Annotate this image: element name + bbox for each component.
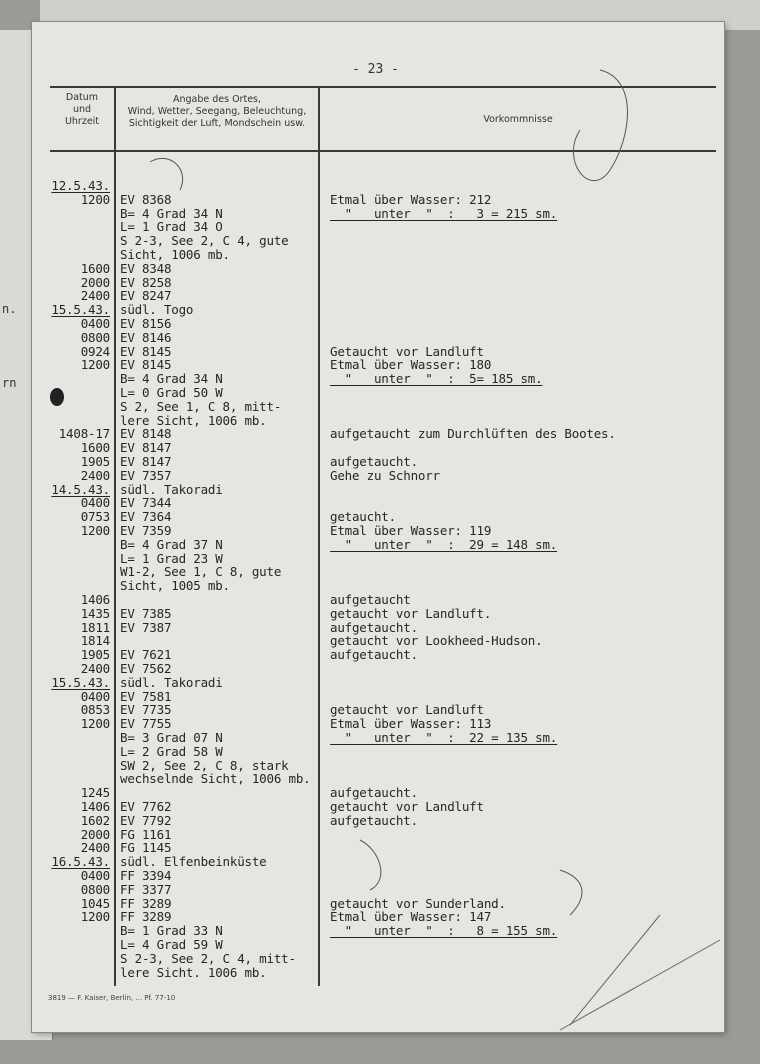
left-fragment: n. [2,302,17,316]
entry-position: B= 4 Grad 34 N [120,371,223,386]
entry-time: 1435 [80,606,110,621]
entry-event: " unter " : 22 = 135 sm. [330,730,558,745]
header-date-column: Datum und Uhrzeit [64,92,100,127]
entry-position: lere Sicht. 1006 mb. [120,965,267,980]
entry-event: aufgetaucht [330,592,411,607]
entry-event: Etmal über Wasser: 147 [330,909,492,924]
entry-time: 1200 [80,716,110,731]
entry-time: 2000 [80,275,110,290]
entry-position: FF 3289 [120,909,172,924]
entry-time: 1406 [80,592,110,607]
left-fragment: rn [2,376,17,390]
entry-event: Etmal über Wasser: 113 [330,716,492,731]
entry-event: getaucht vor Sunderland. [330,896,506,911]
entry-position: W1-2, See 1, C 8, gute [120,564,282,579]
entry-event: Etmal über Wasser: 180 [330,357,492,372]
entry-position: EV 8145 [120,357,172,372]
entry-time: 1245 [80,785,110,800]
entry-position: EV 8348 [120,261,172,276]
entry-position: B= 4 Grad 34 N [120,206,223,221]
entry-position: SW 2, See 2, C 8, stark [120,758,289,773]
entry-time: 0400 [80,868,110,883]
entry-time: 0753 [80,509,110,524]
entry-event: aufgetaucht. [330,785,418,800]
header-bottom-rule [50,150,716,152]
entry-position: L= 2 Grad 58 W [120,744,223,759]
entry-position: EV 7755 [120,716,172,731]
entry-event: Etmal über Wasser: 119 [330,523,492,538]
entry-position: südl. Elfenbeinküste [120,854,267,869]
entry-position: EV 7357 [120,468,172,483]
entry-position: wechselnde Sicht, 1006 mb. [120,771,311,786]
entry-position: EV 8146 [120,330,172,345]
entry-time: 1200 [80,192,110,207]
entry-time: 14.5.43. [51,482,110,497]
entry-position: EV 7344 [120,495,172,510]
entry-time: 0800 [80,330,110,345]
column-divider-2 [318,86,320,986]
entry-time: 0400 [80,316,110,331]
entry-event: aufgetaucht. [330,647,418,662]
entry-time: 0800 [80,882,110,897]
entry-event: " unter " : 29 = 148 sm. [330,537,558,552]
entry-time: 0924 [80,344,110,359]
entry-position: Sicht, 1006 mb. [120,247,230,262]
entry-time: 1905 [80,647,110,662]
entry-position: S 2, See 1, C 8, mitt- [120,399,282,414]
entry-position: FG 1145 [120,840,172,855]
entry-position: B= 4 Grad 37 N [120,537,223,552]
entry-time: 1408-17 [58,426,110,441]
entry-position: B= 1 Grad 33 N [120,923,223,938]
entry-position: lere Sicht, 1006 mb. [120,413,267,428]
entry-event: " unter " : 5= 185 sm. [330,371,543,386]
entry-position: EV 8148 [120,426,172,441]
entry-position: südl. Togo [120,302,194,317]
entry-time: 2400 [80,288,110,303]
column-divider-1 [114,86,116,986]
entry-position: EV 7735 [120,702,172,717]
punch-hole [50,388,64,406]
header-top-rule [50,86,716,88]
entry-position: EV 8258 [120,275,172,290]
entry-position: EV 7762 [120,799,172,814]
print-footer: 3819 — F. Kaiser, Berlin, ... Pf. 77-10 [48,994,176,1002]
entry-time: 2000 [80,827,110,842]
entry-position: südl. Takoradi [120,482,223,497]
entry-time: 1200 [80,523,110,538]
entry-event: Getaucht vor Landluft [330,344,484,359]
entry-time: 1600 [80,261,110,276]
entry-position: EV 8247 [120,288,172,303]
entry-position: L= 1 Grad 23 W [120,551,223,566]
entry-time: 1200 [80,357,110,372]
entry-position: Sicht, 1005 mb. [120,578,230,593]
entry-position: FG 1161 [120,827,172,842]
entry-event: Etmal über Wasser: 212 [330,192,492,207]
entry-position: L= 1 Grad 34 O [120,219,223,234]
entry-time: 15.5.43. [51,302,110,317]
entry-position: FF 3289 [120,896,172,911]
entry-time: 0400 [80,689,110,704]
entry-time: 2400 [80,840,110,855]
entry-position: EV 8368 [120,192,172,207]
entry-event: getaucht vor Landluft [330,799,484,814]
entry-event: getaucht. [330,509,396,524]
entry-position: EV 7364 [120,509,172,524]
entry-position: EV 8156 [120,316,172,331]
entry-position: FF 3394 [120,868,172,883]
entry-position: L= 4 Grad 59 W [120,937,223,952]
entry-position: EV 7359 [120,523,172,538]
header-events-column: Vorkommnisse [483,114,553,125]
entry-time: 15.5.43. [51,675,110,690]
entry-event: aufgetaucht. [330,813,418,828]
entry-position: S 2-3, See 2, C 4, mitt- [120,951,296,966]
entry-position: FF 3377 [120,882,172,897]
entry-event: aufgetaucht. [330,620,418,635]
entry-time: 1406 [80,799,110,814]
entry-time: 1200 [80,909,110,924]
entry-position: EV 7385 [120,606,172,621]
entry-time: 2400 [80,468,110,483]
entry-position: südl. Takoradi [120,675,223,690]
entry-event: " unter " : 8 = 155 sm. [330,923,558,938]
header-place-column: Angabe des Ortes, Wind, Wetter, Seegang, Beleuchtung, Sichtigkeit der Luft, Mondschein usw. [127,94,307,129]
entry-event: aufgetaucht. [330,454,418,469]
entry-time: 1602 [80,813,110,828]
entry-time: 1600 [80,440,110,455]
entry-position: EV 8147 [120,440,172,455]
entry-time: 0853 [80,702,110,717]
entry-position: EV 7621 [120,647,172,662]
entry-event: getaucht vor Landluft [330,702,484,717]
entry-event: " unter " : 3 = 215 sm. [330,206,558,221]
entry-time: 1905 [80,454,110,469]
entry-event: getaucht vor Landluft. [330,606,492,621]
entry-event: Gehe zu Schnorr [330,468,440,483]
entry-position: EV 8147 [120,454,172,469]
entry-time: 1814 [80,633,110,648]
entry-time: 1045 [80,896,110,911]
entry-position: B= 3 Grad 07 N [120,730,223,745]
entry-time: 12.5.43. [51,178,110,193]
entry-event: aufgetaucht zum Durchlüften des Bootes. [330,426,616,441]
entry-position: EV 7792 [120,813,172,828]
page-number: - 23 - [352,62,399,77]
entry-time: 16.5.43. [51,854,110,869]
entry-position: EV 7387 [120,620,172,635]
entry-position: L= 0 Grad 50 W [120,385,223,400]
entry-time: 1811 [80,620,110,635]
entry-position: EV 7562 [120,661,172,676]
entry-time: 0400 [80,495,110,510]
entry-position: S 2-3, See 2, C 4, gute [120,233,289,248]
entry-position: EV 7581 [120,689,172,704]
entry-position: EV 8145 [120,344,172,359]
entry-event: getaucht vor Lookheed-Hudson. [330,633,543,648]
entry-time: 2400 [80,661,110,676]
